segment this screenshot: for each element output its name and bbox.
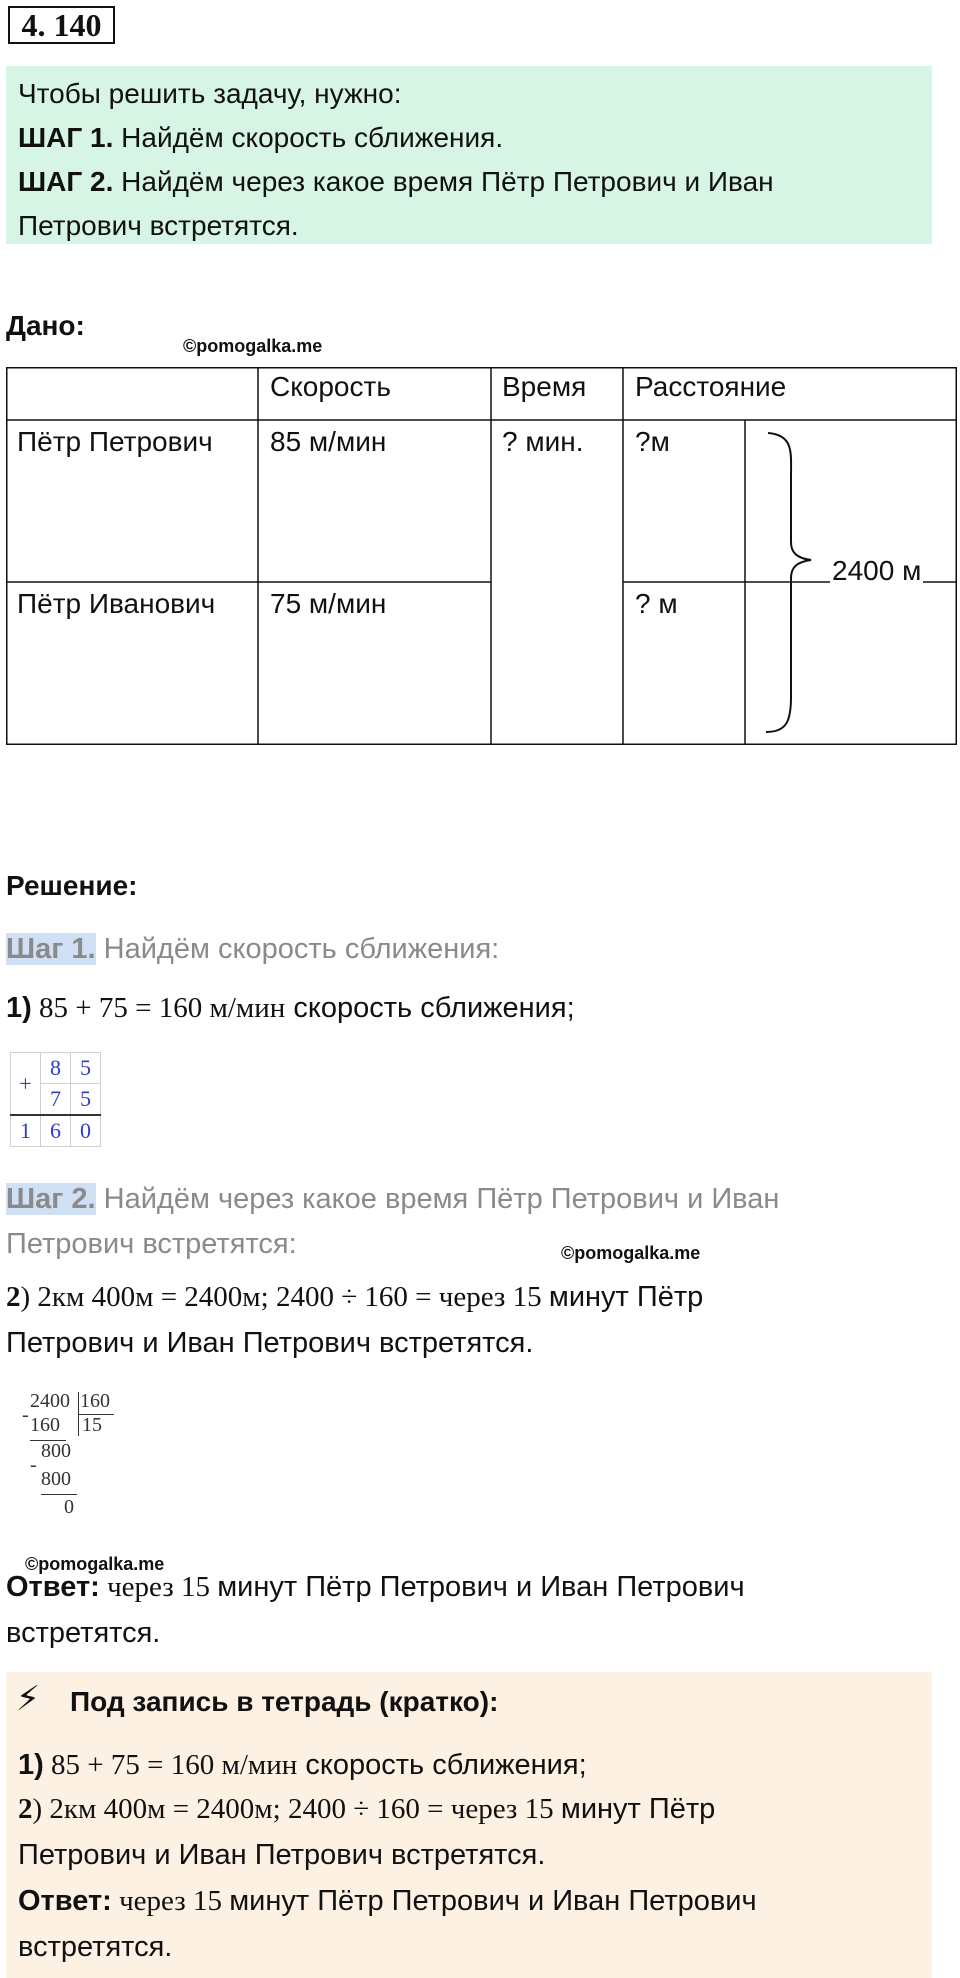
row1-name: Пётр Петрович <box>17 426 213 457</box>
notebook-line1-text: скорость сближения; <box>297 1749 587 1781</box>
row1-time: ? мин. <box>502 426 584 457</box>
subtrahend-1: 160 <box>30 1414 60 1436</box>
addition-column <box>10 1052 101 1147</box>
header-speed: Скорость <box>270 371 391 402</box>
notebook-line-2-cont: Петрович и Иван Петрович встретятся. <box>18 1839 546 1871</box>
answer-line-cont: встретятся. <box>6 1617 161 1649</box>
answer-text: минут Пётр Петрович и Иван Петрович <box>217 1571 745 1603</box>
given-table <box>6 367 957 745</box>
notebook-line2-number: 2 <box>18 1793 33 1825</box>
solution-step-2-cont: Петрович встретятся: <box>6 1228 297 1260</box>
notebook-line2-expression: ) 2км 400м = 2400м; 2400 ÷ 160 = через 15 <box>32 1793 561 1825</box>
dividend: 2400 <box>30 1390 70 1412</box>
line2-text: минут Пётр <box>548 1281 704 1313</box>
notebook-summary <box>6 1672 932 1978</box>
notebook-line1-number: 1) <box>18 1749 44 1781</box>
watermark: ©pomogalka.me <box>561 1243 701 1263</box>
notebook-answer <box>18 1878 757 1924</box>
watermark: ©pomogalka.me <box>25 1554 165 1574</box>
solution-step-2 <box>6 1176 779 1222</box>
solution-step-1-text: Найдём скорость сближения: <box>95 933 500 965</box>
plan-step-2 <box>18 160 932 204</box>
given-heading: Дано: <box>6 310 85 341</box>
minus-sign: - <box>22 1404 29 1426</box>
add-digit: 8 <box>41 1053 71 1084</box>
answer-serif: через 15 <box>99 1571 218 1603</box>
plan-step-1-label: ШАГ 1. <box>18 122 114 153</box>
notebook-line-1 <box>18 1742 587 1788</box>
plan-intro: Чтобы решить задачу, нужно: <box>18 78 402 109</box>
notebook-line1-expression: 85 + 75 = 160 м/мин <box>43 1749 298 1781</box>
line1-text: скорость сближения; <box>285 992 575 1024</box>
line1-number: 1) <box>6 992 32 1024</box>
notebook-answer-label: Ответ: <box>18 1885 112 1917</box>
notebook-heading: Под запись в тетрадь (кратко): <box>70 1686 499 1717</box>
plan-step-2-cont: Петрович встретятся. <box>18 210 299 241</box>
header-time: Время <box>502 371 587 402</box>
division-line <box>41 1494 77 1495</box>
answer-label: Ответ: <box>6 1571 100 1603</box>
add-digit: 5 <box>71 1053 101 1084</box>
header-distance: Расстояние <box>635 371 787 402</box>
solution-heading: Решение: <box>6 870 138 901</box>
row1-distance: ?м <box>635 426 670 457</box>
long-division <box>22 1390 132 1540</box>
plus-sign: + <box>11 1053 41 1116</box>
line2-number: 2 <box>6 1281 21 1313</box>
total-distance: 2400 м <box>832 555 922 586</box>
row2-name: Пётр Иванович <box>17 588 216 619</box>
minus-sign: - <box>30 1454 37 1476</box>
lightning-icon: ⚡ <box>16 1680 40 1718</box>
notebook-answer-text: минут Пётр Петрович и Иван Петрович <box>229 1885 757 1917</box>
add-digit: 7 <box>41 1084 71 1116</box>
result-digit: 1 <box>11 1115 41 1147</box>
notebook-answer-cont: встретятся. <box>18 1931 173 1963</box>
line2-expression: ) 2км 400м = 2400м; 2400 ÷ 160 = через 15 <box>20 1281 549 1313</box>
divisor: 160 <box>80 1390 110 1412</box>
result-digit: 0 <box>71 1115 101 1147</box>
solution-step-2-label: Шаг 2. <box>6 1183 96 1215</box>
solution-step-1 <box>6 926 499 972</box>
remainder-2: 0 <box>64 1496 74 1518</box>
row1-speed: 85 м/мин <box>270 426 387 457</box>
result-digit: 6 <box>41 1115 71 1147</box>
notebook-answer-serif: через 15 <box>111 1885 230 1917</box>
plan-step-1-text: Найдём скорость сближения. <box>113 122 504 153</box>
row2-distance: ? м <box>635 588 678 619</box>
solution-line-1 <box>6 985 575 1031</box>
solution-step-2-text: Найдём через какое время Пётр Петрович и Иван <box>95 1183 780 1215</box>
solution-line-2 <box>6 1274 703 1320</box>
solution-step-1-label: Шаг 1. <box>6 933 96 965</box>
plan-step-2-text: Найдём через какое время Пётр Петрович и Иван <box>113 166 774 197</box>
plan-step-1 <box>18 116 932 160</box>
notebook-line2-text: минут Пётр <box>560 1793 716 1825</box>
plan-step-2-label: ШАГ 2. <box>18 166 114 197</box>
line1-expression: 85 + 75 = 160 м/мин <box>31 992 286 1024</box>
plan-box <box>6 66 932 244</box>
add-digit: 5 <box>71 1084 101 1116</box>
remainder-1: 800 <box>41 1440 71 1462</box>
solution-line-2-cont: Петрович и Иван Петрович встретятся. <box>6 1327 534 1359</box>
problem-number: 4. 140 <box>8 6 115 44</box>
subtrahend-2: 800 <box>41 1468 71 1490</box>
quotient: 15 <box>82 1414 102 1436</box>
watermark: ©pomogalka.me <box>183 336 323 356</box>
notebook-line-2 <box>18 1786 715 1832</box>
answer-line <box>6 1564 745 1610</box>
row2-speed: 75 м/мин <box>270 588 387 619</box>
